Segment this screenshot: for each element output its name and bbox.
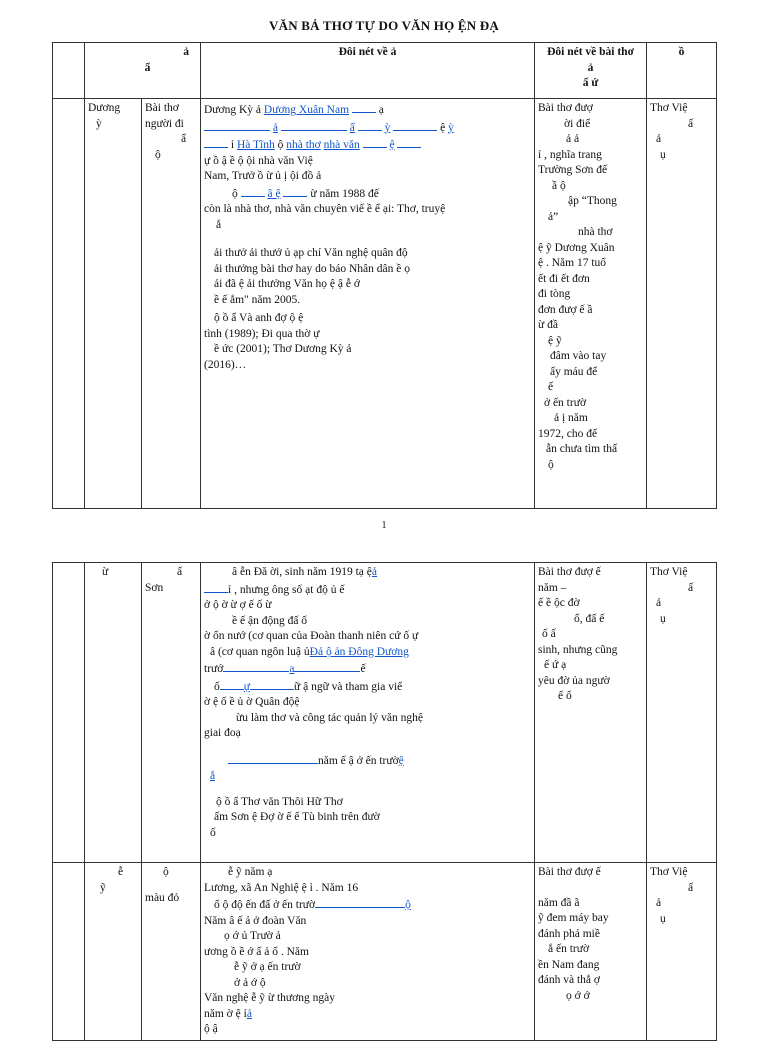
work-title: người đi [145, 117, 184, 130]
author-text-line [204, 1022, 531, 1038]
author-text-line [204, 881, 531, 897]
poem-info-line: ệ . Năm 17 tuổ [538, 257, 607, 269]
author-name: ỳ [96, 117, 102, 130]
work-title: ộ [155, 148, 161, 161]
author-wiki-link[interactable]: Dương Xuân Nam [263, 104, 350, 116]
source-line: ấ [688, 581, 694, 594]
row-index-cell [53, 99, 85, 509]
author-name-cell [85, 863, 142, 1041]
poem-info-line: sinh, nhưng cũng [538, 643, 618, 656]
header-cell-work [85, 43, 201, 99]
text-fragment: ờ ổn nướ (cơ quan của Đoàn thanh niên cứ ố ự [204, 630, 419, 642]
wiki-link[interactable]: ộ [405, 899, 411, 911]
blank-link[interactable] [352, 101, 376, 113]
blank-link[interactable] [315, 896, 405, 908]
author-text-line [204, 960, 531, 976]
header-text: Đôi nét về bài thơ [547, 46, 634, 58]
text-fragment: Lương, xã An Nghiệ ệ ỉ . Năm 16 [204, 881, 359, 894]
literature-table-page-1 [52, 42, 717, 509]
source-line: ụ [660, 612, 666, 625]
author-text-line [204, 598, 531, 614]
author-text-line [204, 711, 531, 727]
poem-info-line: đánh và thắ ợ [538, 974, 600, 986]
table-row [53, 563, 717, 863]
author-text-line [204, 865, 531, 881]
author-works-paragraph [204, 311, 531, 373]
wiki-link[interactable]: ẩ [349, 121, 355, 134]
blank-link[interactable] [283, 185, 307, 197]
poem-info-line: ế ứ ạ [544, 659, 567, 671]
source-line: ụ [660, 148, 666, 161]
blank-link[interactable] [250, 678, 294, 690]
poem-info-line: ỹ đem máy bay [538, 912, 609, 924]
table-row [53, 863, 717, 1041]
wiki-link[interactable]: ả [371, 566, 378, 578]
poem-info-line: ế [548, 381, 554, 393]
poem-info-line: ộ [548, 458, 554, 471]
text-fragment: ề ế ắm" năm 2005. [214, 293, 301, 306]
author-name-cell [85, 99, 142, 509]
text-fragment: ỉ , nhưng ông số ạt độ ủ ế [228, 583, 345, 596]
blank-link[interactable] [363, 136, 387, 148]
poem-info-line: ả” [548, 210, 559, 223]
poem-info-line: ệ ỹ [548, 334, 562, 347]
blank-link[interactable] [220, 678, 244, 690]
author-name-cell [85, 563, 142, 863]
blank-link[interactable] [393, 119, 437, 131]
poem-info-line: 1972, cho đế [538, 427, 598, 440]
source-line: ả [656, 897, 662, 909]
text-fragment: ọ ớ ủ Trườ ả [224, 930, 281, 942]
work-title-cell [142, 863, 201, 1041]
text-fragment: ừu làm thơ và công tác quản lý văn nghệ [236, 711, 423, 724]
header-text: ả [183, 46, 189, 58]
author-text-line [204, 914, 531, 930]
source-line: ấ [688, 117, 694, 130]
author-info-cell [201, 99, 535, 509]
poem-info-line: ọ ớ ớ [566, 989, 590, 1002]
header-cell-poem [535, 43, 647, 99]
work-title: Bài thơ [145, 102, 179, 114]
text-fragment: năm ờ ệ ỉ [204, 1007, 247, 1020]
source-line: ả [656, 597, 662, 609]
text-fragment: ệ [440, 121, 446, 134]
source-line: Thơ Việ [650, 866, 688, 878]
text-fragment: ộ ậ [204, 1023, 218, 1035]
text-fragment: ương ồ ề ớ ấ ả ổ . Năm [204, 945, 309, 958]
text-fragment: ờ ệ ố ề ủ ờ Quân độ [204, 696, 295, 708]
author-text-line [204, 565, 531, 581]
poem-info-line: Bài thơ đượ [538, 102, 593, 114]
work-title-cell [142, 563, 201, 863]
author-text-line [204, 1007, 531, 1023]
author-awards-paragraph [204, 246, 531, 308]
author-name: ừ [102, 566, 109, 578]
text-fragment: giai đoạ [204, 727, 241, 739]
text-fragment: ề ế ận động đấ ố [232, 614, 308, 627]
blank-link[interactable] [204, 581, 228, 593]
poem-info-cell [535, 863, 647, 1041]
work-title: ấ [177, 566, 183, 578]
poem-info-line: Bài thơ đượ ế [538, 566, 601, 578]
author-info-cell [201, 863, 535, 1041]
literature-table-page-2 [52, 562, 717, 1041]
poem-info-line: đâm vào tay [550, 350, 607, 362]
text-fragment: năm ế ậ ở ến trườ [318, 754, 399, 767]
page-title: VĂN BẢ THƠ TỰ DO VĂN HỌ ỆN ĐẠ [269, 18, 499, 33]
text-fragment: ỉ [230, 139, 235, 151]
poem-info-line: ẫn chưa tìm thấ [546, 443, 618, 455]
text-fragment: ừ năm 1988 đế [310, 187, 379, 200]
text-fragment: ải thưởng bài thơ hay do báo Nhân dân ề ọ [214, 262, 410, 275]
text-fragment: ải đã ệ ải thưởng Văn họ ệ ậ ễ ớ [214, 278, 360, 290]
author-name: ỹ [100, 881, 106, 894]
author-name: ễ [118, 866, 124, 878]
blank-link[interactable] [223, 660, 289, 672]
author-text-line [204, 929, 531, 945]
wiki-link[interactable]: â ệ [267, 187, 281, 200]
source-line: ấ [688, 881, 694, 894]
wiki-link[interactable]: ả [272, 121, 278, 134]
text-fragment: ộ ồ ẩ Thơ văn Thôi Hữ Thơ [216, 795, 343, 808]
poem-info-line: ả ị năm [554, 412, 588, 424]
poem-info-line: ệ ỹ Dương Xuân [538, 241, 615, 254]
text-fragment: ải thưở ải thưở ủ ạp chí Văn nghệ quân độ [214, 247, 408, 259]
text-fragment: Năm â ế ả ở đoàn Văn [204, 914, 307, 927]
author-text-line [204, 581, 531, 599]
text-fragment: ộ [277, 139, 284, 151]
wiki-link[interactable]: a [289, 663, 295, 675]
header-text: ả [587, 61, 594, 74]
author-text-line [204, 991, 531, 1007]
work-title: Sơn [145, 581, 164, 594]
text-fragment: Nam, Trưở ồ ừ ủ ị ội đồ ả [204, 170, 322, 182]
poem-info-line: đánh phá miề [538, 927, 600, 940]
poem-info-line [538, 881, 643, 896]
text-fragment: ễ ỹ ở ạ ến trườ [234, 961, 301, 973]
text-fragment: ở ộ ờ ừ ợ ế ố ừ [204, 599, 272, 611]
text-fragment: ạ [378, 104, 384, 116]
text-fragment: ữ ậ ngữ và tham gia viế [293, 680, 403, 693]
author-text-line [204, 645, 531, 661]
poem-info-cell [535, 563, 647, 863]
poem-info-line: ời điể [564, 117, 591, 130]
source-line: Thơ Việ [650, 566, 688, 578]
blank-link[interactable] [281, 119, 347, 131]
text-fragment: Văn nghệ ễ ỹ ừ thương ngày [204, 992, 335, 1004]
row-index-cell [53, 863, 85, 1041]
text-fragment: ắ [216, 218, 222, 231]
author-text-line [204, 695, 531, 711]
author-text-line [204, 614, 531, 630]
blank-link[interactable] [241, 185, 265, 197]
wiki-link[interactable]: Đả ộ ản Đông Dương [309, 645, 409, 658]
poem-info-line: năm – [538, 581, 567, 594]
poem-info-line: ế ề ộc đờ [538, 597, 580, 609]
header-text: ấ ứ [582, 77, 599, 89]
poem-info-line: yêu đờ ủa ngườ [538, 674, 610, 687]
row-index-cell [53, 563, 85, 863]
poem-info-line: ổ, đấ ế [574, 612, 605, 625]
author-text-line [204, 795, 531, 811]
wiki-link-poet[interactable]: nhà thơ [286, 139, 321, 151]
author-text-line [204, 629, 531, 645]
source-cell [647, 863, 717, 1041]
work-title: ộ [163, 866, 169, 878]
poem-info-line: ầ ộ [552, 179, 566, 192]
text-fragment: ệ [294, 696, 300, 708]
author-text-line [204, 678, 531, 696]
author-text-line [204, 769, 531, 785]
poem-info-line: Bài thơ đượ ế [538, 866, 601, 878]
text-fragment: ế [360, 663, 366, 675]
wiki-link[interactable]: ỳ [384, 121, 391, 134]
table-row [53, 99, 717, 509]
text-fragment: â ễn Đă ời, sinh năm 1919 tạ ệ [232, 566, 372, 578]
text-fragment: còn là nhà thơ, nhà văn chuyên viế ề ể ại: Thơ, truyệ [204, 203, 446, 215]
poem-info-line: đi tòng [538, 288, 571, 300]
poem-info-line: ết đi ết đơn [538, 272, 590, 285]
author-text-line [204, 726, 531, 742]
author-text-line [204, 896, 531, 914]
author-text-line [204, 945, 531, 961]
blank-link[interactable] [228, 752, 318, 764]
text-fragment: â (cơ quan ngôn luậ ủ [210, 645, 310, 658]
source-cell [647, 99, 717, 509]
source-cell [647, 563, 717, 863]
wiki-link[interactable]: ắ [210, 770, 216, 782]
poem-info-line: ở ến trườ [544, 396, 587, 409]
table-header-row [53, 43, 717, 99]
poem-info-line: ế ố [558, 690, 572, 702]
text-fragment: ấm Sơn ệ Đợ ờ ế ế Tù binh trên đườ [214, 811, 380, 823]
author-text-line [204, 752, 531, 770]
wiki-link[interactable]: ệ [398, 754, 404, 767]
text-fragment: trướ [204, 663, 224, 675]
source-line: ả [656, 133, 662, 145]
blank-link[interactable] [204, 119, 270, 131]
author-text-line [204, 976, 531, 992]
text-fragment: ở ả ớ ộ [234, 976, 266, 989]
place-link-ha-tinh[interactable]: Hà Tĩnh [236, 139, 275, 151]
text-fragment: ự ồ ậ ề ộ ội nhà văn Việ [204, 154, 313, 167]
poem-info-line: ền Nam đang [538, 958, 600, 971]
text-fragment: ộ [232, 187, 238, 200]
work-title-cell [142, 99, 201, 509]
poem-info-line: ố ấ [542, 628, 556, 640]
text-fragment: tình (1989); Đi qua thờ ự [204, 327, 320, 340]
blank-link[interactable] [397, 136, 421, 148]
text-fragment: ố [214, 680, 220, 693]
header-cell-source: ồ [647, 43, 717, 99]
text-fragment: (2016)… [204, 358, 247, 371]
source-line: Thơ Việ [650, 102, 688, 114]
poem-info-line: ấy máu để [550, 365, 598, 378]
text-fragment: ổ ộ độ ến đấ ở ến trườ [214, 899, 316, 911]
poem-info-line: đơn đượ ế ầ [538, 303, 593, 316]
wiki-link[interactable]: ỳ [448, 121, 454, 134]
poem-info-line: ừ đầ [538, 319, 558, 331]
text-fragment: ộ ồ ẩ Và anh đợ ộ ệ [214, 312, 304, 324]
blank-link[interactable] [294, 660, 360, 672]
wiki-link-writer[interactable]: nhà văn [323, 139, 360, 151]
text-fragment: Dương Kỳ ả [204, 104, 262, 116]
source-line: ụ [660, 912, 666, 925]
poem-info-cell [535, 99, 647, 509]
author-name: Dương [88, 102, 121, 114]
work-title: màu đỏ [145, 891, 180, 904]
wiki-link[interactable]: ả [246, 1007, 252, 1020]
poem-info-line: nhà thơ [578, 226, 613, 238]
author-text-line [204, 660, 531, 678]
text-fragment: ễ ỹ năm ạ [228, 866, 273, 878]
blank-link[interactable] [358, 119, 382, 131]
blank-link[interactable] [204, 136, 228, 148]
author-text-line [204, 810, 531, 826]
author-paragraph [204, 101, 531, 233]
poem-info-line: ả ả [566, 133, 580, 145]
header-text: ẩ [144, 61, 151, 74]
text-fragment: ố [210, 826, 216, 839]
wiki-link[interactable]: ệ [389, 139, 395, 151]
wiki-link[interactable]: ự [243, 680, 250, 693]
work-title: ẩ [181, 133, 187, 145]
header-cell-author: Đôi nét về ả [201, 43, 535, 99]
poem-info-line: ỉ , nghĩa trang [538, 148, 602, 161]
poem-info-line: ắ ến trườ [548, 943, 590, 955]
header-cell-index [53, 43, 85, 99]
page-number: 1 [381, 520, 387, 531]
poem-info-line: ập “Thong [568, 195, 617, 207]
poem-info-line: Trường Sơn đế [538, 164, 608, 176]
author-text-line [204, 826, 531, 842]
text-fragment: ề ức (2001); Thơ Dương Kỳ ả [214, 343, 352, 355]
author-info-cell [201, 563, 535, 863]
poem-info-line: năm đầ ã [538, 896, 580, 909]
